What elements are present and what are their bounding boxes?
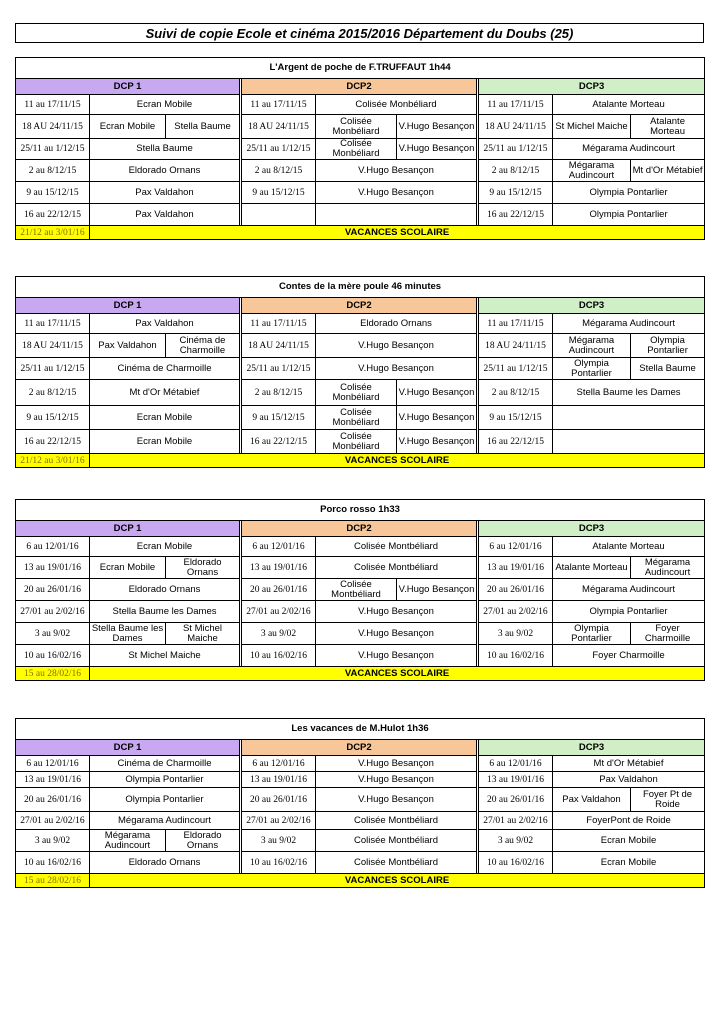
vacances-date: 21/12 au 3/01/16	[16, 454, 90, 468]
dcp1-date: 9 au 15/12/15	[16, 182, 90, 204]
schedule-row	[16, 358, 705, 380]
dcp3-cinema: Ecran Mobile	[553, 830, 705, 852]
dcp3-cinema: Mégarama Audincourt	[553, 139, 705, 160]
dcp1-cinema: Pax Valdahon	[90, 334, 166, 358]
dcp2-date: 20 au 26/01/16	[242, 579, 316, 601]
dcp3-cinema: Mégarama Audincourt	[553, 160, 631, 182]
dcp1-date: 6 au 12/01/16	[16, 537, 90, 557]
dcp3-cinema-second: Atalante Morteau	[631, 115, 705, 139]
schedule-row	[16, 204, 705, 226]
dcp3-date: 16 au 22/12/15	[479, 204, 553, 226]
dcp1-date: 25/11 au 1/12/15	[16, 139, 90, 160]
dcp3-cinema: Olympia Pontarlier	[553, 623, 631, 645]
schedule-row	[16, 380, 705, 406]
schedule-row	[16, 579, 705, 601]
dcp1-cinema-second: Stella Baume	[166, 115, 240, 139]
dcp3-cinema: Olympia Pontarlier	[553, 358, 631, 380]
schedule-table	[15, 499, 705, 681]
dcp3-cinema: Mégarama Audincourt	[553, 334, 631, 358]
dcp3-date: 25/11 au 1/12/15	[479, 358, 553, 380]
dcp2-date: 13 au 19/01/16	[242, 772, 316, 788]
dcp2-date: 27/01 au 2/02/16	[242, 601, 316, 623]
dcp1-date: 20 au 26/01/16	[16, 579, 90, 601]
dcp2-cinema: V.Hugo Besançon	[316, 334, 477, 358]
dcp1-cinema: Ecran Mobile	[90, 537, 240, 557]
dcp1-date: 20 au 26/01/16	[16, 788, 90, 812]
dcp1-date: 18 AU 24/11/15	[16, 115, 90, 139]
dcp2-cinema: V.Hugo Besançon	[316, 358, 477, 380]
dcp2-date: 11 au 17/11/15	[242, 95, 316, 115]
dcp2-cinema: V.Hugo Besançon	[316, 182, 477, 204]
dcp2-cinema: Colisée Montbéliard	[316, 579, 397, 601]
dcp2-cinema: V.Hugo Besançon	[316, 645, 477, 667]
dcp1-cinema: Pax Valdahon	[90, 314, 240, 334]
schedule-row	[16, 812, 705, 830]
dcp2-date: 3 au 9/02	[242, 623, 316, 645]
schedule-table	[15, 276, 705, 468]
schedule-row	[16, 160, 705, 182]
dcp1-header: DCP 1	[16, 740, 240, 756]
schedule-row	[16, 788, 705, 812]
dcp1-date: 13 au 19/01/16	[16, 557, 90, 579]
dcp3-cinema: Ecran Mobile	[553, 852, 705, 874]
schedule-row	[16, 139, 705, 160]
schedule-row	[16, 537, 705, 557]
dcp3-date: 11 au 17/11/15	[479, 314, 553, 334]
film-title: Les vacances de M.Hulot 1h36	[16, 719, 705, 740]
dcp3-cinema-second: Foyer Charmoille	[631, 623, 705, 645]
dcp1-date: 11 au 17/11/15	[16, 95, 90, 115]
schedule-row	[16, 406, 705, 430]
dcp3-cinema: FoyerPont de Roide	[553, 812, 705, 830]
dcp1-cinema: Mégarama Audincourt	[90, 830, 166, 852]
dcp1-cinema-second: St Michel Maiche	[166, 623, 240, 645]
dcp3-date: 6 au 12/01/16	[479, 756, 553, 772]
dcp3-cinema-second: Mt d'Or Métabief	[631, 160, 705, 182]
dcp3-date: 25/11 au 1/12/15	[479, 139, 553, 160]
schedule-row	[16, 557, 705, 579]
dcp2-cinema: Colisée Montbéliard	[316, 812, 477, 830]
dcp3-date: 18 AU 24/11/15	[479, 115, 553, 139]
dcp2-date: 18 AU 24/11/15	[242, 115, 316, 139]
dcp3-date: 20 au 26/01/16	[479, 579, 553, 601]
dcp2-cinema	[316, 204, 477, 226]
dcp3-cinema: Stella Baume les Dames	[553, 380, 705, 406]
dcp2-date: 16 au 22/12/15	[242, 430, 316, 454]
dcp3-cinema: Pax Valdahon	[553, 772, 705, 788]
dcp3-cinema: Atalante Morteau	[553, 537, 705, 557]
film-title: Porco rosso 1h33	[16, 500, 705, 521]
dcp2-cinema: Colisée Montbéliard	[316, 830, 477, 852]
dcp3-date: 6 au 12/01/16	[479, 537, 553, 557]
dcp1-date: 25/11 au 1/12/15	[16, 358, 90, 380]
dcp3-header: DCP3	[479, 298, 705, 314]
dcp1-cinema: Eldorado Ornans	[90, 852, 240, 874]
dcp3-cinema: Olympia Pontarlier	[553, 601, 705, 623]
dcp1-cinema: Stella Baume les Dames	[90, 623, 166, 645]
dcp2-cinema: Colisée Monbéliard	[316, 139, 397, 160]
schedule-row	[16, 182, 705, 204]
dcp3-cinema: Atalante Morteau	[553, 95, 705, 115]
dcp1-cinema: Mégarama Audincourt	[90, 812, 240, 830]
dcp2-date: 27/01 au 2/02/16	[242, 812, 316, 830]
dcp3-cinema: St Michel Maiche	[553, 115, 631, 139]
dcp2-cinema: V.Hugo Besançon	[316, 788, 477, 812]
dcp2-date: 20 au 26/01/16	[242, 788, 316, 812]
dcp1-cinema: Pax Valdahon	[90, 204, 240, 226]
dcp2-date: 10 au 16/02/16	[242, 645, 316, 667]
dcp2-date: 25/11 au 1/12/15	[242, 139, 316, 160]
dcp2-cinema: Colisée Monbéliard	[316, 115, 397, 139]
dcp1-header: DCP 1	[16, 521, 240, 537]
dcp3-cinema: Olympia Pontarlier	[553, 204, 705, 226]
dcp3-date: 20 au 26/01/16	[479, 788, 553, 812]
dcp1-date: 2 au 8/12/15	[16, 160, 90, 182]
dcp3-cinema-second: Stella Baume	[631, 358, 705, 380]
dcp2-header: DCP2	[242, 298, 477, 314]
dcp3-date: 13 au 19/01/16	[479, 557, 553, 579]
dcp3-header: DCP3	[479, 740, 705, 756]
schedule-row	[16, 645, 705, 667]
vacances-label: VACANCES SCOLAIRE	[90, 874, 705, 888]
film-block-1	[15, 276, 704, 468]
dcp2-date: 13 au 19/01/16	[242, 557, 316, 579]
dcp2-cinema-second: V.Hugo Besançon	[397, 579, 477, 601]
dcp1-cinema: St Michel Maiche	[90, 645, 240, 667]
dcp3-date: 9 au 15/12/15	[479, 182, 553, 204]
dcp1-cinema: Cinéma de Charmoille	[90, 358, 240, 380]
dcp1-date: 18 AU 24/11/15	[16, 334, 90, 358]
dcp1-cinema: Eldorado Ornans	[90, 579, 240, 601]
schedule-row	[16, 95, 705, 115]
schedule-row	[16, 430, 705, 454]
dcp3-date: 3 au 9/02	[479, 623, 553, 645]
vacances-label: VACANCES SCOLAIRE	[90, 667, 705, 681]
dcp2-cinema-second: V.Hugo Besançon	[397, 406, 477, 430]
dcp2-cinema-second: V.Hugo Besançon	[397, 430, 477, 454]
dcp2-cinema: V.Hugo Besançon	[316, 772, 477, 788]
dcp3-date: 13 au 19/01/16	[479, 772, 553, 788]
dcp3-date: 27/01 au 2/02/16	[479, 812, 553, 830]
dcp3-cinema-second: Mégarama Audincourt	[631, 557, 705, 579]
dcp1-header: DCP 1	[16, 79, 240, 95]
dcp1-date: 10 au 16/02/16	[16, 852, 90, 874]
vacances-label: VACANCES SCOLAIRE	[90, 454, 705, 468]
dcp3-cinema: Atalante Morteau	[553, 557, 631, 579]
dcp2-header: DCP2	[242, 740, 477, 756]
schedule-row	[16, 852, 705, 874]
dcp2-date: 11 au 17/11/15	[242, 314, 316, 334]
dcp3-cinema: Pax Valdahon	[553, 788, 631, 812]
schedule-row	[16, 756, 705, 772]
dcp2-date: 2 au 8/12/15	[242, 380, 316, 406]
dcp2-cinema: Colisée Monbéliard	[316, 380, 397, 406]
film-title: Contes de la mère poule 46 minutes	[16, 277, 705, 298]
dcp2-cinema: V.Hugo Besançon	[316, 601, 477, 623]
dcp2-header: DCP2	[242, 521, 477, 537]
dcp3-cinema: Mt d'Or Métabief	[553, 756, 705, 772]
dcp3-cinema: Foyer Charmoille	[553, 645, 705, 667]
dcp2-cinema: V.Hugo Besançon	[316, 756, 477, 772]
dcp2-date: 18 AU 24/11/15	[242, 334, 316, 358]
dcp1-date: 3 au 9/02	[16, 830, 90, 852]
dcp2-cinema: Colisée Monbéliard	[316, 430, 397, 454]
dcp2-cinema: Colisée Monbéliard	[316, 406, 397, 430]
dcp3-date: 18 AU 24/11/15	[479, 334, 553, 358]
dcp1-date: 27/01 au 2/02/16	[16, 601, 90, 623]
dcp1-cinema: Olympia Pontarlier	[90, 788, 240, 812]
dcp3-header: DCP3	[479, 79, 705, 95]
schedule-row	[16, 623, 705, 645]
vacances-label: VACANCES SCOLAIRE	[90, 226, 705, 240]
dcp2-cinema: Colisée Montbéliard	[316, 852, 477, 874]
dcp3-date: 10 au 16/02/16	[479, 852, 553, 874]
dcp2-cinema: Colisée Montbéliard	[316, 537, 477, 557]
dcp1-cinema: Cinéma de Charmoille	[90, 756, 240, 772]
dcp2-date: 3 au 9/02	[242, 830, 316, 852]
dcp1-cinema: Mt d'Or Métabief	[90, 380, 240, 406]
schedule-row	[16, 830, 705, 852]
dcp3-date: 10 au 16/02/16	[479, 645, 553, 667]
dcp1-cinema: Stella Baume les Dames	[90, 601, 240, 623]
film-title: L'Argent de poche de F.TRUFFAUT 1h44	[16, 58, 705, 79]
schedule-row	[16, 601, 705, 623]
dcp3-header: DCP3	[479, 521, 705, 537]
dcp2-cinema-second: V.Hugo Besançon	[397, 115, 477, 139]
dcp1-date: 9 au 15/12/15	[16, 406, 90, 430]
dcp1-cinema: Ecran Mobile	[90, 430, 240, 454]
dcp2-date	[242, 204, 316, 226]
dcp2-header: DCP2	[242, 79, 477, 95]
dcp1-date: 2 au 8/12/15	[16, 380, 90, 406]
dcp1-date: 27/01 au 2/02/16	[16, 812, 90, 830]
schedule-row	[16, 314, 705, 334]
dcp1-cinema-second: Eldorado Ornans	[166, 830, 240, 852]
dcp3-date: 3 au 9/02	[479, 830, 553, 852]
dcp1-cinema: Stella Baume	[90, 139, 240, 160]
dcp2-cinema-second: V.Hugo Besançon	[397, 139, 477, 160]
dcp2-date: 9 au 15/12/15	[242, 182, 316, 204]
dcp3-cinema	[553, 406, 705, 430]
dcp2-date: 6 au 12/01/16	[242, 537, 316, 557]
dcp3-date: 11 au 17/11/15	[479, 95, 553, 115]
film-block-2	[15, 499, 704, 681]
dcp3-cinema: Mégarama Audincourt	[553, 314, 705, 334]
vacances-date: 15 au 28/02/16	[16, 667, 90, 681]
dcp1-date: 13 au 19/01/16	[16, 772, 90, 788]
dcp1-date: 11 au 17/11/15	[16, 314, 90, 334]
dcp2-date: 6 au 12/01/16	[242, 756, 316, 772]
dcp2-date: 25/11 au 1/12/15	[242, 358, 316, 380]
dcp2-cinema: V.Hugo Besançon	[316, 160, 477, 182]
dcp3-cinema: Olympia Pontarlier	[553, 182, 705, 204]
schedule-row	[16, 772, 705, 788]
film-block-0	[15, 57, 704, 240]
schedule-table	[15, 57, 705, 240]
dcp2-cinema: Colisée Montbéliard	[316, 557, 477, 579]
schedule-table	[15, 718, 705, 888]
schedule-row	[16, 115, 705, 139]
dcp1-cinema: Ecran Mobile	[90, 115, 166, 139]
dcp1-cinema: Eldorado Ornans	[90, 160, 240, 182]
dcp3-date: 2 au 8/12/15	[479, 380, 553, 406]
dcp1-cinema: Pax Valdahon	[90, 182, 240, 204]
dcp2-date: 9 au 15/12/15	[242, 406, 316, 430]
dcp2-cinema: V.Hugo Besançon	[316, 623, 477, 645]
vacances-date: 15 au 28/02/16	[16, 874, 90, 888]
document-title: Suivi de copie Ecole et cinéma 2015/2016 Département du Doubs (25)	[15, 23, 704, 43]
dcp1-cinema: Ecran Mobile	[90, 406, 240, 430]
dcp3-cinema	[553, 430, 705, 454]
dcp1-date: 16 au 22/12/15	[16, 204, 90, 226]
dcp3-date: 9 au 15/12/15	[479, 406, 553, 430]
vacances-date: 21/12 au 3/01/16	[16, 226, 90, 240]
dcp1-date: 3 au 9/02	[16, 623, 90, 645]
dcp3-cinema-second: Foyer Pt de Roide	[631, 788, 705, 812]
dcp3-date: 27/01 au 2/02/16	[479, 601, 553, 623]
dcp1-cinema: Ecran Mobile	[90, 557, 166, 579]
dcp1-date: 16 au 22/12/15	[16, 430, 90, 454]
dcp1-cinema-second: Eldorado Ornans	[166, 557, 240, 579]
dcp3-cinema: Mégarama Audincourt	[553, 579, 705, 601]
dcp1-date: 6 au 12/01/16	[16, 756, 90, 772]
dcp3-date: 16 au 22/12/15	[479, 430, 553, 454]
dcp3-cinema-second: Olympia Pontarlier	[631, 334, 705, 358]
film-block-3	[15, 718, 704, 888]
dcp2-cinema: Eldorado Ornans	[316, 314, 477, 334]
dcp1-cinema-second: Cinéma de Charmoille	[166, 334, 240, 358]
dcp2-date: 2 au 8/12/15	[242, 160, 316, 182]
dcp2-cinema: Colisée Monbéliard	[316, 95, 477, 115]
dcp2-date: 10 au 16/02/16	[242, 852, 316, 874]
dcp1-cinema: Ecran Mobile	[90, 95, 240, 115]
dcp1-header: DCP 1	[16, 298, 240, 314]
dcp2-cinema-second: V.Hugo Besançon	[397, 380, 477, 406]
dcp3-date: 2 au 8/12/15	[479, 160, 553, 182]
dcp1-date: 10 au 16/02/16	[16, 645, 90, 667]
dcp1-cinema: Olympia Pontarlier	[90, 772, 240, 788]
schedule-row	[16, 334, 705, 358]
